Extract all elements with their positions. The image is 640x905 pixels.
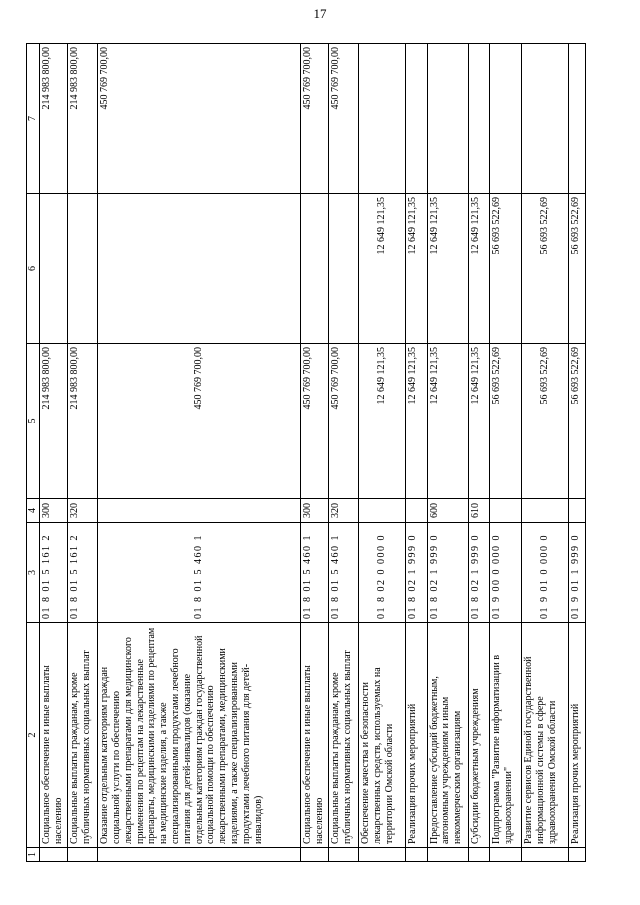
header-row: [27, 44, 40, 862]
row-value-5: 450 769 700,00: [329, 344, 359, 499]
row-name: Реализация прочих мероприятий: [568, 623, 585, 848]
header-cell: 3: [27, 523, 40, 623]
row-vr: [568, 499, 585, 523]
row-number: [40, 848, 68, 862]
row-name: Развитие сервисов Единой государственной информационной системы в сфере здравоохранения Омской области: [521, 623, 568, 848]
table-row: [301, 44, 329, 862]
row-vr: 300: [40, 499, 68, 523]
row-code: 01 8 02 1 999 0: [468, 523, 489, 623]
row-value-6: 12 649 121,35: [359, 194, 406, 344]
page-number: 17: [313, 6, 327, 21]
budget-table: [26, 43, 586, 862]
header-cell: 4: [27, 499, 40, 523]
row-number: [568, 848, 585, 862]
row-value-5: 12 649 121,35: [468, 344, 489, 499]
row-number: [427, 848, 468, 862]
row-value-7: [427, 44, 468, 194]
row-number: [406, 848, 427, 862]
row-value-7: [468, 44, 489, 194]
row-value-6: 12 649 121,35: [427, 194, 468, 344]
row-code: 01 8 02 1 999 0: [406, 523, 427, 623]
row-name: Предоставление субсидий бюджетным, автономным учреждениям и иным некоммерческим организациям: [427, 623, 468, 848]
row-value-6: [98, 194, 301, 344]
row-value-7: [568, 44, 585, 194]
row-value-6: 56 693 522,69: [568, 194, 585, 344]
header-cell: 1: [27, 848, 40, 862]
row-number: [68, 848, 98, 862]
row-code: 01 9 00 0 000 0: [489, 523, 521, 623]
row-value-5: 214 983 800,00: [68, 344, 98, 499]
row-vr: [359, 499, 406, 523]
table-row: [468, 44, 489, 862]
row-value-7: 450 769 700,00: [329, 44, 359, 194]
row-name: Социальные выплаты гражданам, кроме публичных нормативных социальных выплат: [329, 623, 359, 848]
row-code: 01 8 01 5 460 1: [329, 523, 359, 623]
table-row: [489, 44, 521, 862]
row-number: [468, 848, 489, 862]
row-number: [489, 848, 521, 862]
row-value-5: 12 649 121,35: [427, 344, 468, 499]
row-value-7: [521, 44, 568, 194]
table-row: [329, 44, 359, 862]
row-value-5: 56 693 522,69: [489, 344, 521, 499]
row-code: 01 8 01 5 161 2: [68, 523, 98, 623]
row-code: 01 8 01 5 161 2: [40, 523, 68, 623]
header-cell: 6: [27, 194, 40, 344]
row-value-7: 450 769 700,00: [301, 44, 329, 194]
row-value-5: 450 769 700,00: [301, 344, 329, 499]
row-name: Социальное обеспечение и иные выплаты населению: [301, 623, 329, 848]
table-row: [568, 44, 585, 862]
row-code: 01 8 02 0 000 0: [359, 523, 406, 623]
header-cell: 5: [27, 344, 40, 499]
row-value-6: [40, 194, 68, 344]
row-value-6: [68, 194, 98, 344]
row-vr: 300: [301, 499, 329, 523]
row-value-6: 56 693 522,69: [521, 194, 568, 344]
row-name: Субсидии бюджетным учреждениям: [468, 623, 489, 848]
row-code: 01 8 01 5 460 1: [98, 523, 301, 623]
table-row: [40, 44, 68, 862]
table-row: [521, 44, 568, 862]
row-value-6: 12 649 121,35: [406, 194, 427, 344]
row-value-7: [489, 44, 521, 194]
row-name: Обеспечение качества и безопасности лекарственных средств, используемых на территории Омской области: [359, 623, 406, 848]
row-vr: 320: [68, 499, 98, 523]
row-name: Социальные выплаты гражданам, кроме публичных нормативных социальных выплат: [68, 623, 98, 848]
budget-table-rotated: [26, 44, 586, 862]
row-value-5: 56 693 522,69: [568, 344, 585, 499]
row-vr: [406, 499, 427, 523]
row-vr: 610: [468, 499, 489, 523]
header-cell: 2: [27, 623, 40, 848]
table-row: [427, 44, 468, 862]
row-vr: [98, 499, 301, 523]
row-value-6: [301, 194, 329, 344]
table-row: [68, 44, 98, 862]
row-value-6: [329, 194, 359, 344]
row-name: Оказание отдельным категориям граждан социальной услуги по обеспечению лекарственными препаратами для медицинского применения по рецептам на лекарственные препараты, медицинскими изделиями по рецептам на медицинские изделия, а также специализированными продуктами лечебного питания для детей-инвалидов (оказание отдельным категориям граждан государственной социальной помощи по обеспечению лекарственными препаратами, медицинскими изделиями, а также специализированными продуктами лечебного питания для детей-инвалидов): [98, 623, 301, 848]
row-value-5: 450 769 700,00: [98, 344, 301, 499]
row-number: [329, 848, 359, 862]
row-vr: 320: [329, 499, 359, 523]
row-code: 01 8 01 5 460 1: [301, 523, 329, 623]
row-name: Социальное обеспечение и иные выплаты населению: [40, 623, 68, 848]
row-vr: 600: [427, 499, 468, 523]
row-number: [98, 848, 301, 862]
header-cell: 7: [27, 44, 40, 194]
row-value-5: 214 983 800,00: [40, 344, 68, 499]
row-name: Реализация прочих мероприятий: [406, 623, 427, 848]
row-name: Подпрограмма "Развитие информатизации в здравоохранении": [489, 623, 521, 848]
row-value-7: [359, 44, 406, 194]
row-code: 01 9 01 1 999 0: [568, 523, 585, 623]
table-row: [359, 44, 406, 862]
row-number: [359, 848, 406, 862]
row-number: [301, 848, 329, 862]
row-value-7: 214 983 800,00: [40, 44, 68, 194]
row-value-5: 12 649 121,35: [359, 344, 406, 499]
row-code: 01 8 02 1 999 0: [427, 523, 468, 623]
row-value-6: 56 693 522,69: [489, 194, 521, 344]
row-number: [521, 848, 568, 862]
row-value-7: 450 769 700,00: [98, 44, 301, 194]
row-code: 01 9 01 0 000 0: [521, 523, 568, 623]
table-row: [406, 44, 427, 862]
row-vr: [521, 499, 568, 523]
row-value-6: 12 649 121,35: [468, 194, 489, 344]
table-row: [98, 44, 301, 862]
row-value-5: 56 693 522,69: [521, 344, 568, 499]
row-value-5: 12 649 121,35: [406, 344, 427, 499]
row-value-7: [406, 44, 427, 194]
row-value-7: 214 983 800,00: [68, 44, 98, 194]
row-vr: [489, 499, 521, 523]
